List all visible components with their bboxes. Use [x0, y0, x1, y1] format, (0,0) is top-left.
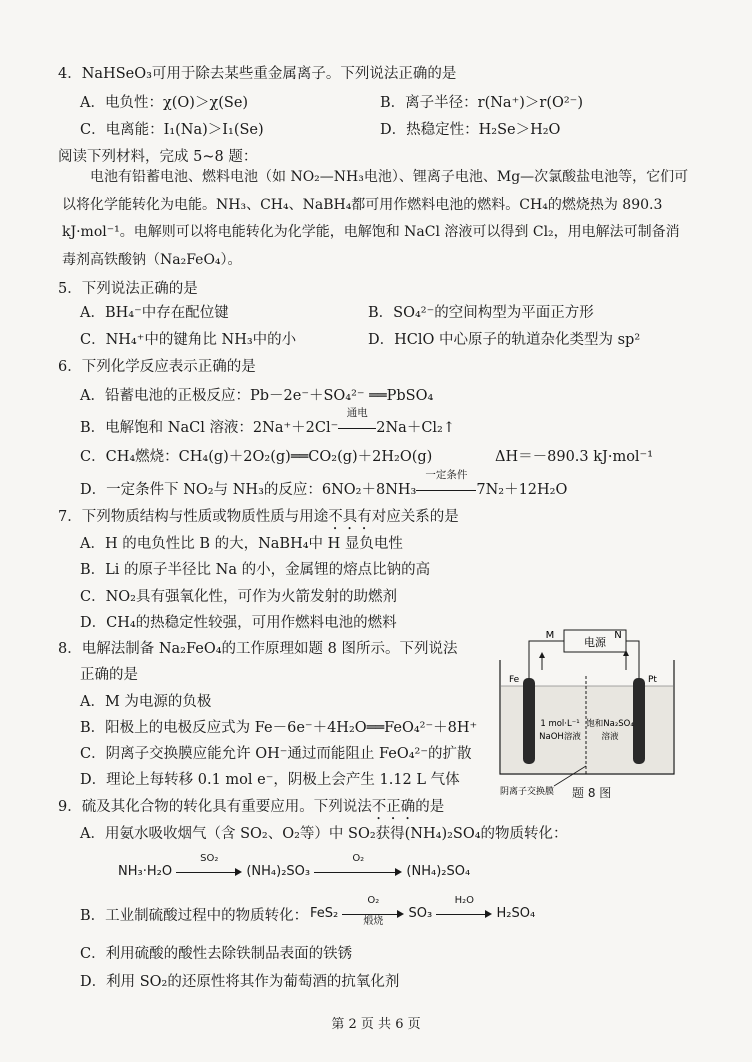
q6-stem: 6．下列化学反应表示正确的是 — [58, 359, 256, 375]
power-label: 电源 — [584, 636, 606, 649]
scheme-a-species-2: (NH₄)₂SO₃ — [246, 864, 311, 879]
q6-option-d — [80, 469, 568, 499]
scheme-a-arrow-2 — [314, 852, 402, 878]
q8-stem-line1: 8．电解法制备 Na₂FeO₄的工作原理如题 8 图所示。下列说法 — [58, 641, 458, 657]
q4-stem: 4．NaHSeO₃可用于除去某些重金属离子。下列说法正确的是 — [58, 66, 457, 82]
left-solution-label-1: 1 mol·L⁻¹ — [540, 719, 580, 729]
q6-option-d-right: 7N₂＋12H₂O — [476, 482, 568, 498]
q7-option-d: D．CH₄的热稳定性较强，可用作燃料电池的燃料 — [80, 615, 397, 631]
q9-option-c: C．利用硫酸的酸性去除铁制品表面的铁锈 — [80, 946, 353, 962]
scheme-b-reagent-1: O₂ — [367, 894, 380, 906]
q9-scheme-a — [118, 852, 471, 879]
q8-option-d: D．理论上每转移 0.1 mol e⁻，阴极上会产生 1.12 L 气体 — [80, 772, 460, 788]
q8-option-a: A．M 为电源的负极 — [80, 694, 212, 710]
scheme-b-species-1: FeS₂ — [310, 906, 339, 921]
q5-option-c: C．NH₄⁺中的键角比 NH₃中的小 — [80, 332, 297, 348]
fe-electrode — [523, 678, 535, 764]
q6-option-b-right: 2Na＋Cl₂↑ — [376, 420, 456, 436]
q7-stem-b: 对应关系的是 — [371, 509, 459, 525]
q7-option-b: B．Li 的原子半径比 Na 的小，金属锂的熔点比钠的高 — [80, 562, 431, 578]
q5-option-a: A．BH₄⁻中存在配位键 — [80, 305, 229, 321]
scheme-a-arrow-1 — [176, 852, 242, 878]
terminal-n-label: N — [614, 630, 622, 641]
scheme-b-species-3: H₂SO₄ — [496, 906, 536, 921]
q9-option-b: B．工业制硫酸过程中的物质转化： — [80, 908, 309, 924]
scheme-a-reagent-1: SO₂ — [200, 852, 219, 864]
q7-stem-a: 7．下列物质结构与性质或物质性质与用途 — [58, 509, 329, 525]
fe-label: Fe — [509, 675, 520, 685]
q5-stem: 5．下列说法正确的是 — [58, 281, 198, 297]
q4-option-d: D．热稳定性：H₂Se＞H₂O — [380, 122, 561, 138]
q5-option-d: D．HClO 中心原子的轨道杂化类型为 sp² — [368, 332, 641, 348]
q7-stem-emphasis: 不具有 — [328, 509, 372, 525]
right-solution-label-2: 溶液 — [601, 732, 619, 742]
q6-option-b-left: B．电解饱和 NaCl 溶液：2Na⁺＋2Cl⁻ — [80, 420, 339, 436]
q7-option-a: A．H 的电负性比 B 的大，NaBH₄中 H 显负电性 — [80, 536, 403, 552]
page-footer: 第 2 页 共 6 页 — [331, 1017, 421, 1032]
wire-right — [626, 641, 639, 678]
reading-passage: 电池有铅蓄电池、燃料电池（如 NO₂—NH₃电池）、锂离子电池、Mg—次氯酸盐电池等，它们可以将化学能转化为电能。NH₃、CH₄、NaBH₄都可用作燃料电池的燃料。CH₄的燃烧热为 890.3 kJ·mol⁻¹。电解则可以将电能转化为化学能，电解饱和 NaCl 溶液可以得到 Cl₂，用电解法可制备消毒剂高铁酸钠（Na₂FeO₄）。 — [62, 169, 689, 268]
left-solution-label-2: NaOH溶液 — [539, 732, 581, 742]
condition-label: 一定条件 — [425, 469, 468, 481]
q8-option-b: B．阳极上的电极反应式为 Fe－6e⁻＋4H₂O══FeO₄²⁻＋8H⁺ — [80, 720, 478, 736]
scheme-a-species-1: NH₃·H₂O — [118, 864, 173, 879]
q9-stem — [58, 795, 444, 823]
scheme-b-reagent-2: H₂O — [454, 894, 475, 906]
flow-arrow-right-head — [623, 650, 629, 656]
q4-option-a: A．电负性：χ(O)＞χ(Se) — [80, 95, 249, 111]
scheme-b-species-2: SO₃ — [408, 906, 433, 921]
q6-option-b — [80, 407, 456, 437]
q7-option-c: C．NO₂具有强氧化性，可作为火箭发射的助燃剂 — [80, 589, 397, 605]
flow-arrow-left-head — [539, 652, 545, 658]
q5-option-b: B．SO₄²⁻的空间构型为平面正方形 — [368, 305, 594, 321]
q6-option-a: A．铅蓄电池的正极反应：Pb－2e⁻＋SO₄²⁻ ══PbSO₄ — [80, 388, 434, 404]
scheme-b-arrow-1 — [342, 894, 404, 927]
wire-left — [529, 641, 564, 678]
pt-electrode — [633, 678, 645, 764]
scheme-b-condition-1: 煅烧 — [363, 915, 384, 927]
q9-stem-a: 9．硫及其化合物的转化具有重要应用。下列说法 — [58, 799, 372, 815]
q9-stem-emphasis: 不正确 — [371, 799, 416, 815]
q9-option-a: A．用氨水吸收烟气（含 SO₂、O₂等）中 SO₂获得(NH₄)₂SO₄的物质转化： — [80, 826, 568, 842]
q4-option-c: C．电离能：I₁(Na)＞I₁(Se) — [80, 122, 264, 138]
q6-option-c-enthalpy: ΔH＝－890.3 kJ·mol⁻¹ — [495, 449, 654, 465]
reaction-condition — [338, 407, 376, 436]
q4-option-b: B．离子半径：r(Na⁺)＞r(O²⁻) — [380, 95, 583, 111]
electrolysis-diagram — [494, 626, 690, 804]
q7-stem — [58, 505, 459, 533]
scheme-a-reagent-2: O₂ — [352, 852, 365, 864]
scheme-b-arrow-2 — [436, 894, 492, 920]
reading-intro: 阅读下列材料，完成 5~8 题： — [58, 149, 258, 165]
figure-caption: 题 8 图 — [572, 786, 612, 800]
terminal-m-label: M — [545, 630, 555, 641]
q8-stem-line2: 正确的是 — [80, 667, 138, 683]
q8-option-c: C．阴离子交换膜应能允许 OH⁻通过而能阻止 FeO₄²⁻的扩散 — [80, 746, 472, 762]
right-solution-label-1: 饱和Na₂SO₄ — [586, 719, 634, 729]
scheme-a-species-3: (NH₄)₂SO₄ — [406, 864, 471, 879]
q6-option-c: C．CH₄燃烧：CH₄(g)＋2O₂(g)══CO₂(g)＋2H₂O(g) — [80, 449, 433, 465]
q9-scheme-b — [310, 894, 536, 927]
pt-label: Pt — [648, 675, 657, 685]
reaction-condition — [416, 469, 476, 498]
membrane-label: 阴离子交换膜 — [500, 787, 555, 797]
condition-label: 通电 — [346, 407, 368, 419]
q9-option-d: D．利用 SO₂的还原性将其作为葡萄酒的抗氧化剂 — [80, 974, 400, 990]
q9-stem-b: 的是 — [415, 799, 445, 815]
q6-option-d-left: D．一定条件下 NO₂与 NH₃的反应：6NO₂＋8NH₃ — [80, 482, 417, 498]
